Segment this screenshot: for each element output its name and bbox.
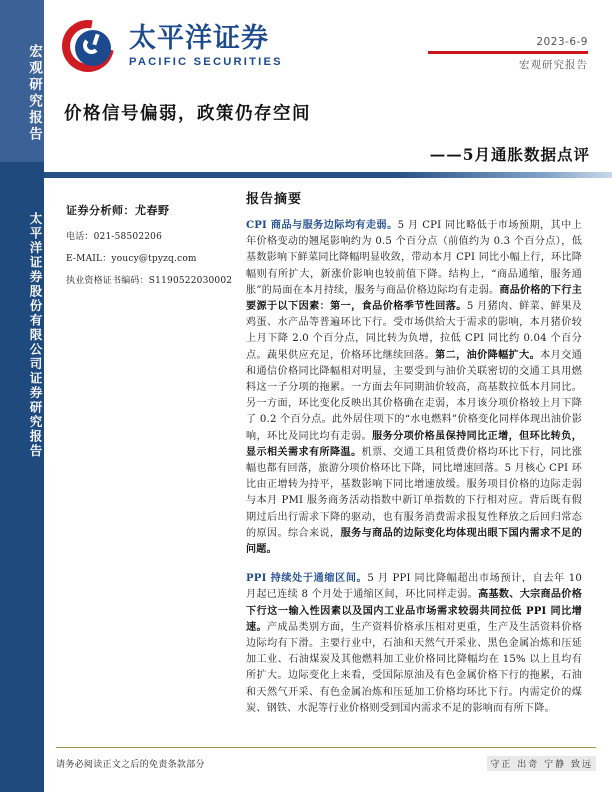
- text-run-4: 第二，油价降幅扩大。: [435, 349, 541, 361]
- logo-name-en: PACIFIC SECURITIES: [129, 56, 283, 69]
- document-footer: [56, 756, 596, 771]
- page-title: 价格信号偏弱，政策仍存空间: [64, 104, 311, 124]
- text-run-1: 5 月 PPI 同比降幅超出市场预计，自去年 10 月起已连续 8 个月处于通缩区间，环比同样走弱。: [246, 573, 583, 601]
- document-header: [44, 0, 612, 172]
- report-kind-label: 宏观研究报告: [519, 58, 588, 71]
- sidebar-label-company: 太平洋证券股份有限公司证券研究报告: [28, 211, 43, 459]
- footer-slogan: 守正 出奇 宁静 致远: [487, 756, 596, 771]
- report-summary-column: [246, 188, 582, 730]
- header-meta: [358, 36, 588, 72]
- summary-heading: 报告摘要: [246, 192, 303, 207]
- report-date: 2023-6-9: [536, 36, 588, 48]
- text-run-8: 服务与商品的边际变化均体现出眼下国内需求不足的问题。: [246, 527, 582, 556]
- text-run-1: 5 月 CPI 同比略低于市场预期，其中上年价格变动的翘尾影响约为 0.5 个百分点（前值约为 0.3 个百分点），低基数影响下鲜菜同比降幅明显收敛，带动本月 CPI 同比小幅上行，环比降幅则有所扩大，新涨价影响也较前值下降。结构上，“商品通缩，服务通胀”的局面在本月持续，服务与商品价格边际均有走弱。: [246, 220, 583, 296]
- text-run-7: 机票、交通工具租赁费价格均环比下行，同比涨幅也都有回落，旅游分项价格环比下降，同比增速回落。5 月核心 CPI 环比由正增转为持平，基数影响下同比增速放缓。服务项目价格的边际走弱与本月 PMI 服务商务活动指数中新订单指数的下行相对应。背后既有假期过后出行需求下降的驱动，也有服务消费需求报复性释放之后回归常态的原因。综合来说，: [246, 446, 582, 539]
- text-run-5: 本月交通和通信价格同比降幅相对明显，主要受到与油价关联密切的交通工具用燃料这一子分项的拖累。一方面去年同期油价较高，高基数拉低本月同比。另一方面，环比变化反映出其价格确在走弱，本月该分项价格较上月下降了 0.2 个百分点。此外居住项下的“水电燃料”价格变化同样体现出油价影响，环比及同比均有走弱。: [246, 349, 582, 442]
- text-run-0: CPI 商品与服务边际均有走弱。: [246, 220, 398, 231]
- analyst-phone: 电话：021-58502206: [66, 232, 163, 242]
- analyst-license: 执业资格证书编码：S1190522030002: [66, 276, 233, 286]
- header-red-rule: [428, 51, 588, 54]
- text-run-2: 商品价格的下行主要源于以下因素：第一，食品价格季节性回落。: [246, 284, 582, 313]
- text-run-2: 高基数、大宗商品价格下行这一输入性因素以及国内工业品市场需求较弱共同拉低 PPI 同比增速。: [246, 589, 583, 633]
- summary-paragraphs: [246, 218, 582, 717]
- text-run-6: 服务分项价格虽保持同比正增，但环比转负，显示相关需求有所降温。: [246, 430, 582, 458]
- header-divider-band: [44, 172, 612, 178]
- text-run-3: 产成品类别方面，生产资料价格承压相对更重，生产及生活资料价格边际均有下滑。主要行业中，石油和天然气开采业、黑色金属冶炼和压延加工业、石油煤炭及其他燃料加工业价格同比降幅均在 15% 以上且均有所扩大。边际变化上来看，受国际原油及有色金属价格下行的拖累，石油和天然气开采、有色金属冶炼和压延加工价格均环比下行。内需定价的煤炭、钢铁、水泥等行业价格则受到国内需求不足的影响而有所下降。: [246, 621, 582, 714]
- company-logo: [62, 18, 283, 76]
- analyst-email[interactable]: E-MAIL：youcy@tpyzq.com: [66, 254, 197, 264]
- summary-paragraph-ppi: [246, 571, 582, 717]
- analyst-column: [56, 190, 234, 305]
- footer-disclaimer-note: 请务必阅读正文之后的免责条款部分: [56, 760, 205, 770]
- text-run-0: PPI 持续处于通缩区间。: [246, 573, 368, 585]
- page-subtitle: ——5月通胀数据点评: [429, 145, 590, 164]
- logo-wordmark: [129, 25, 283, 68]
- pacific-securities-logo-icon: [62, 18, 120, 76]
- left-sidebar: [0, 0, 44, 792]
- footer-divider: [56, 747, 596, 748]
- logo-name-cn: 太平洋证券: [129, 23, 269, 55]
- summary-paragraph-cpi: [246, 218, 582, 558]
- analyst-card: [56, 190, 234, 305]
- sidebar-label-report-type: 宏观研究报告: [26, 43, 42, 143]
- analyst-name: 证券分析师：尤春野: [66, 204, 170, 217]
- text-run-3: 5 月猪肉、鲜菜、鲜果及鸡蛋、水产品等普遍环比下行。受市场供给大于需求的影响，本月猪价较上月下降 2.0 个百分点，同比转为负增，拉低 CPI 同比约 0.04 个百分点。蔬果供应充足，价格环比继续回落。: [246, 301, 583, 361]
